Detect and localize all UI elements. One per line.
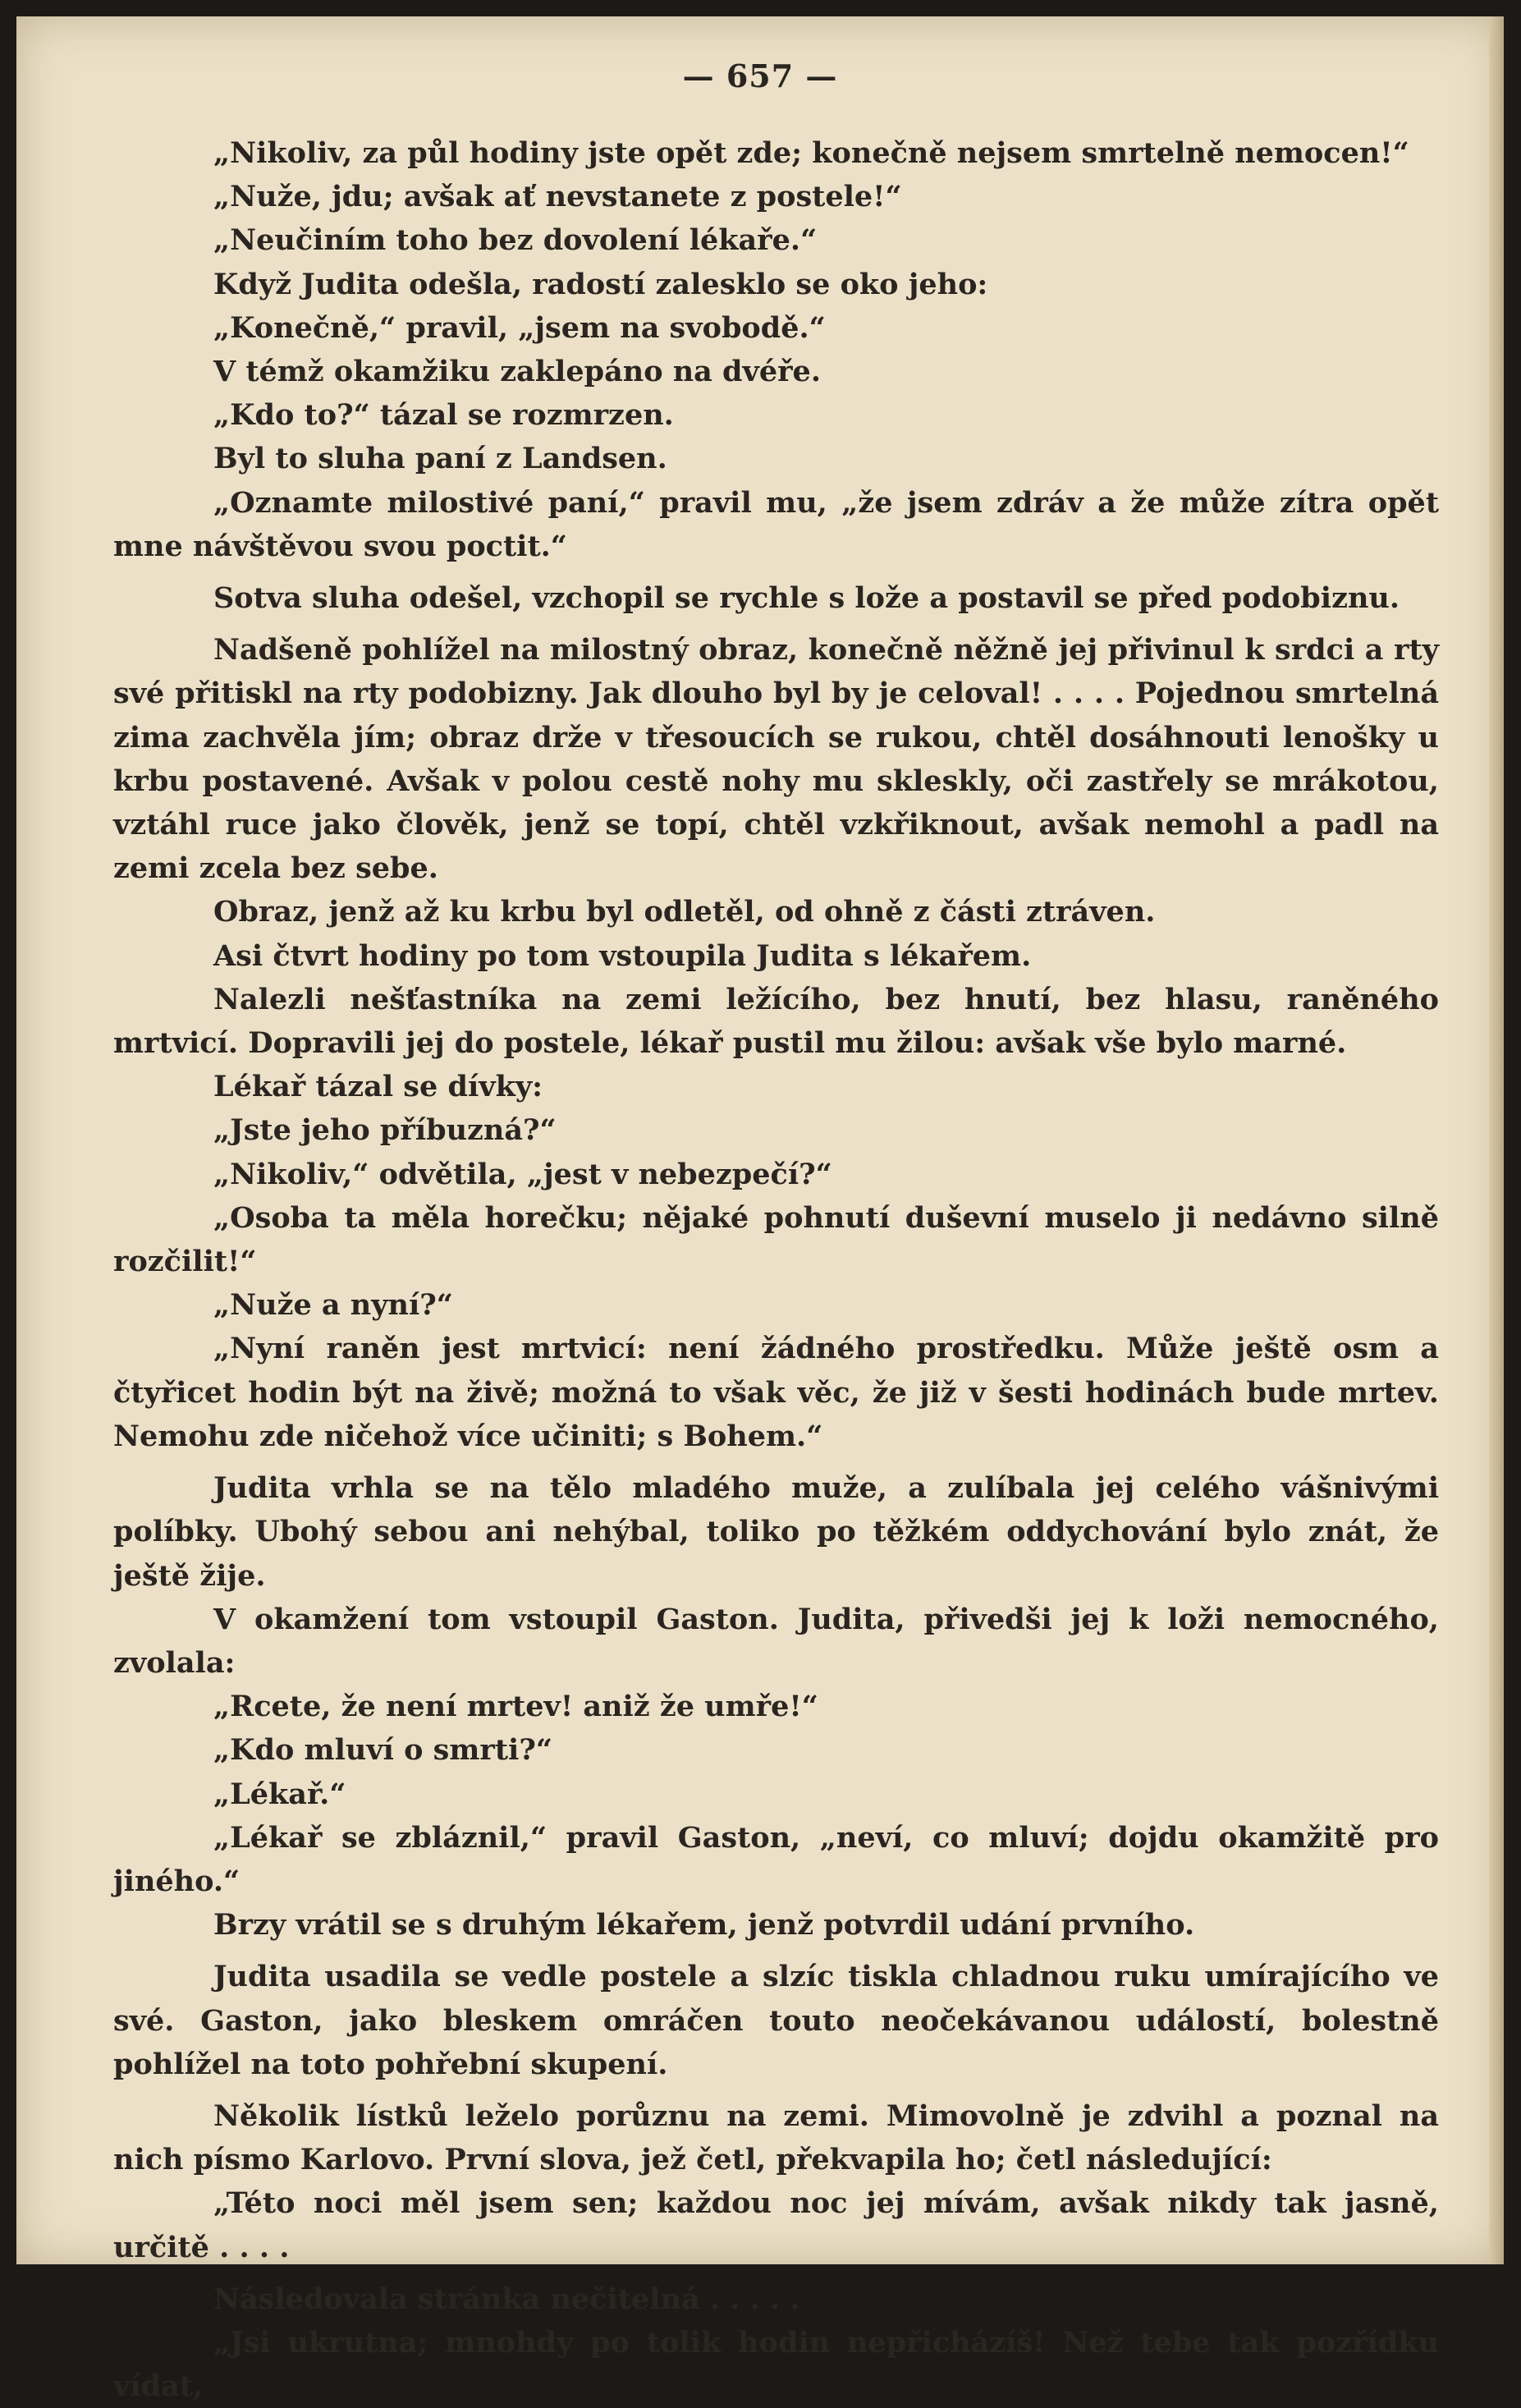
- paragraph: Brzy vrátil se s druhým lékařem, jenž potvrdil udání prvního.: [213, 1908, 1195, 1942]
- paragraph: „Nuže a nyní?“: [213, 1288, 453, 1323]
- paragraph: „Rcete, že není mrtev! aniž že umře!“: [213, 1690, 818, 1724]
- paragraph: „Nyní raněn jest mrtvicí: není žádného prostředku. Může ještě osm a čtyřicet hodin být na živě; možná to však věc, že již v šesti hodinách bude mrtev. Nemohu zde ničehož více učiniti; s Bohem.“: [113, 1332, 1439, 1453]
- page-number: — 657 —: [682, 57, 838, 94]
- paragraph: Judita usadila se vedle postele a slzíc tiskla chladnou ruku umírajícího ve své. Gaston, jako bleskem omráčen touto neočekávanou událostí, bolestně pohlížel na toto pohřební skupení.: [113, 1960, 1439, 2081]
- book-page: [16, 16, 1504, 2404]
- paragraph: Nalezli nešťastníka na zemi ležícího, bez hnutí, bez hlasu, raněného mrtvicí. Dopravili jej do postele, lékař pustil mu žilou: avšak vše bylo marné.: [113, 982, 1439, 1061]
- paragraph: „Osoba ta měla horečku; nějaké pohnutí duševní muselo ji nedávno silně rozčilit!“: [113, 1200, 1439, 1279]
- paragraph: „Konečně,“ pravil, „jsem na svobodě.“: [213, 310, 826, 345]
- paragraph: Sotva sluha odešel, vzchopil se rychle s lože a postavil se před podobiznu.: [213, 581, 1400, 616]
- paragraph: „Nikoliv,“ odvětila, „jest v nebezpečí?“: [213, 1157, 832, 1191]
- paragraph: „Kdo to?“ tázal se rozmrzen.: [213, 398, 674, 433]
- paragraph: „Kdo mluví o smrti?“: [213, 1733, 552, 1768]
- body-text: [113, 131, 1439, 2408]
- paragraph: „Nikoliv, za půl hodiny jste opět zde; konečně nejsem smrtelně nemocen!“: [213, 136, 1409, 170]
- paragraph: Následovala stránka nečitelná . . . . .: [213, 2282, 800, 2316]
- paragraph: „Neučiním toho bez dovolení lékaře.“: [213, 223, 818, 258]
- paragraph: V okamžení tom vstoupil Gaston. Judita, přivedši jej k loži nemocného, zvolala:: [113, 1602, 1439, 1680]
- paragraph: Asi čtvrt hodiny po tom vstoupila Judita s lékařem.: [213, 938, 1032, 973]
- paragraph: Lékař tázal se dívky:: [213, 1070, 543, 1104]
- paragraph: „Lékař.“: [213, 1777, 346, 1811]
- paragraph: „Lékař se zbláznil,“ pravil Gaston, „neví, co mluví; dojdu okamžitě pro jiného.“: [113, 1820, 1439, 1898]
- page-edge: [1489, 16, 1504, 2264]
- paragraph: Judita vrhla se na tělo mladého muže, a zulíbala jej celého vášnivými políbky. Ubohý sebou ani nehýbal, toliko po těžkém oddychování bylo znát, že ještě žije.: [113, 1471, 1439, 1593]
- paragraph: V témž okamžiku zaklepáno na dvéře.: [213, 355, 822, 389]
- paragraph: Nadšeně pohlížel na milostný obraz, konečně něžně jej přivinul k srdci a rty své přitiskl na rty podobizny. Jak dlouho byl by je celoval! . . . . Pojednou smrtelná zima zachvěla jím; obraz drže v třesoucích se rukou, chtěl dosáhnouti lenošky u krbu postavené. Avšak v polou cestě nohy mu skleskly, oči zastřely se mrákotou, vztáhl ruce jako člověk, jenž se topí, chtěl vzkřiknout, avšak nemohl a padl na zemi zcela bez sebe.: [113, 633, 1439, 886]
- paragraph: „Této noci měl jsem sen; každou noc jej mívám, avšak nikdy tak jasně, určitě . . . .: [113, 2186, 1439, 2264]
- paragraph: „Oznamte milostivé paní,“ pravil mu, „že jsem zdráv a že může zítra opět mne návštěvou svou poctit.“: [113, 485, 1439, 563]
- paragraph: „Jsi ukrutna; mnohdy po tolik hodin nepřicházíš! Než tebe tak pozřídku vídat,: [113, 2325, 1439, 2404]
- paragraph: Několik lístků leželo porůznu na zemi. Mimovolně je zdvihl a poznal na nich písmo Karlovo. První slova, jež četl, překvapila ho; četl následující:: [113, 2098, 1439, 2177]
- paragraph: Když Judita odešla, radostí zalesklo se oko jeho:: [213, 267, 988, 301]
- paragraph: Obraz, jenž až ku krbu byl odletěl, od ohně z části ztráven.: [213, 895, 1156, 929]
- paragraph: „Nuže, jdu; avšak ať nevstanete z postele!“: [213, 180, 902, 214]
- paragraph: Byl to sluha paní z Landsen.: [213, 442, 667, 476]
- paragraph: „Jste jeho příbuzná?“: [213, 1113, 557, 1148]
